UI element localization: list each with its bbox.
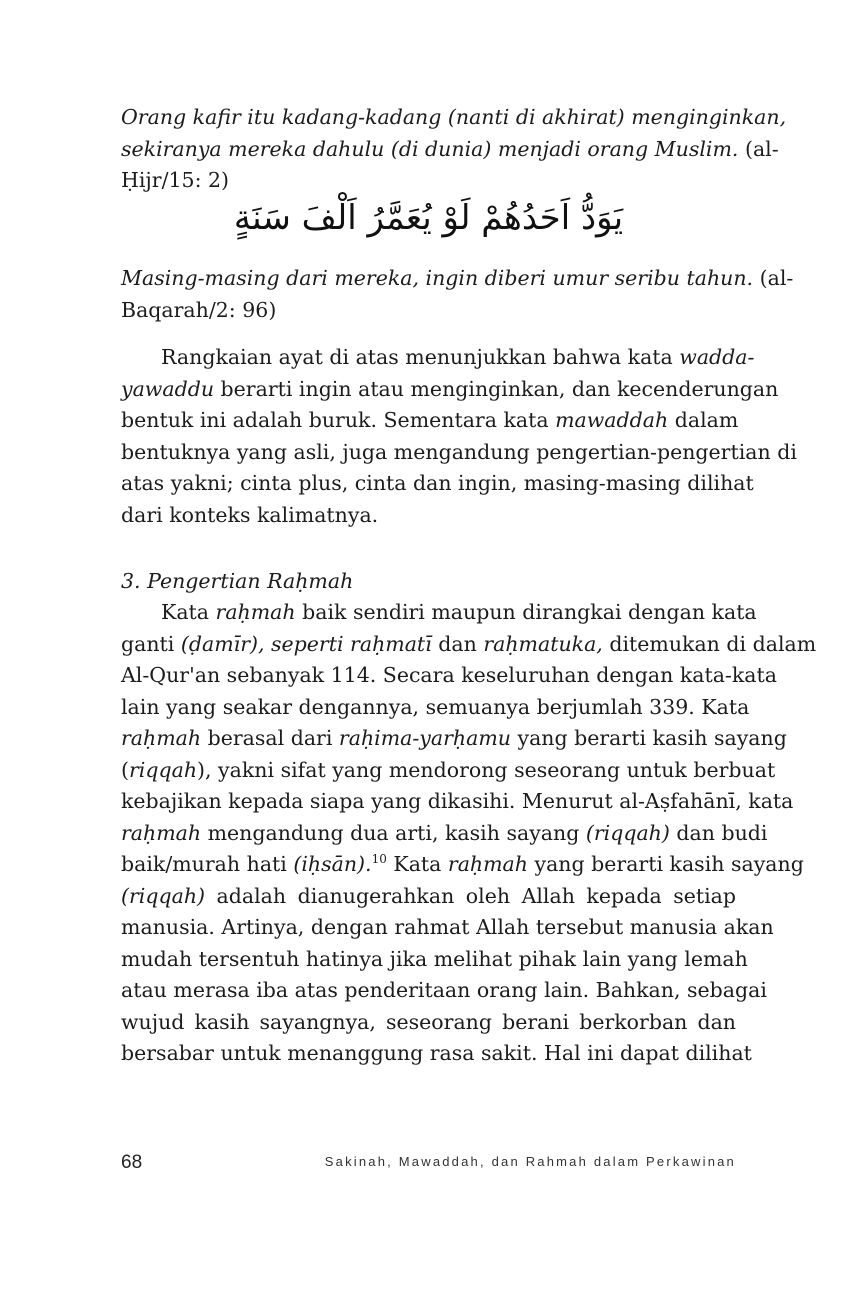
text-line: lain yang seakar dengannya, semuanya berjumlah 339. Kata	[121, 694, 750, 719]
text-line: yawaddu berarti ingin atau menginginkan, dan kecenderungan	[121, 376, 779, 401]
text-line: raḥmah berasal dari raḥima-yarḥamu yang berarti kasih sayang	[121, 726, 787, 750]
text-line: Orang kafir itu kadang-kadang (nanti di akhirat) menginginkan,	[121, 105, 787, 129]
text-line: bentuk ini adalah buruk. Sementara kata mawaddah dalam	[121, 408, 739, 432]
text-line: Masing-masing dari mereka, ingin diberi umur seribu tahun. (al-	[121, 266, 794, 290]
text-line: dari konteks kalimatnya.	[121, 502, 379, 527]
quote-translation-baqarah	[121, 263, 794, 326]
text-line: bentuknya yang asli, juga mengandung pengertian-pengertian di	[121, 439, 797, 464]
text-line: sekiranya mereka dahulu (di dunia) menjadi orang Muslim. (al-	[121, 136, 779, 161]
text-line: kebajikan kepada siapa yang dikasihi. Menurut al-Aṣfahānī, kata	[121, 789, 794, 813]
text-line: Rangkaian ayat di atas menunjukkan bahwa kata wadda-	[161, 345, 755, 369]
arabic-verse: يَوَدُّ اَحَدُهُمْ لَوْ يُعَمَّرُ اَلْفَ سَنَةٍ	[233, 198, 624, 238]
page-number: 68	[121, 1152, 143, 1173]
text-line: wujud kasih sayangnya, seseorang berani berkorban dan	[121, 1009, 736, 1034]
text-line: bersabar untuk menanggung rasa sakit. Hal ini dapat dilihat	[121, 1041, 752, 1065]
text-line: ganti (ḍamīr), seperti raḥmatī dan raḥmatuka, ditemukan di dalam	[121, 631, 817, 656]
text-line: atas yakni; cinta plus, cinta dan ingin, masing-masing dilihat	[121, 471, 754, 495]
section-heading: 3. Pengertian Raḥmah	[121, 569, 354, 593]
body-paragraph-1	[121, 342, 797, 531]
text-line: Ḥijr/15: 2)	[121, 168, 230, 192]
quote-translation-hijr	[121, 102, 787, 197]
text-line: raḥmah mengandung dua arti, kasih sayang (riqqah) dan budi	[121, 820, 768, 845]
text-line: manusia. Artinya, dengan rahmat Allah tersebut manusia akan	[121, 915, 774, 939]
running-footer-title: Sakinah, Mawaddah, dan Rahmah dalam Perkawinan	[324, 1154, 736, 1169]
text-line: (riqqah), yakni sifat yang mendorong seseorang untuk berbuat	[121, 757, 776, 782]
footnote-ref[interactable]: 10	[371, 852, 387, 867]
body-paragraph-2	[121, 597, 817, 1070]
text-line: baik/murah hati (iḥsān).$^{10}$ Kata raḥmah yang berarti kasih sayang	[121, 852, 804, 876]
text-line: atau merasa iba atas penderitaan orang lain. Bahkan, sebagai	[121, 978, 767, 1002]
text-line: Kata raḥmah baik sendiri maupun dirangkai dengan kata	[161, 600, 757, 624]
text-line: mudah tersentuh hatinya jika melihat pihak lain yang lemah	[121, 946, 748, 971]
text-line: Baqarah/2: 96)	[121, 297, 277, 322]
text-line: (riqqah) adalah dianugerahkan oleh Allah kepada setiap	[121, 883, 736, 908]
text-line: Al-Qur'an sebanyak 114. Secara keseluruhan dengan kata-kata	[121, 663, 777, 687]
